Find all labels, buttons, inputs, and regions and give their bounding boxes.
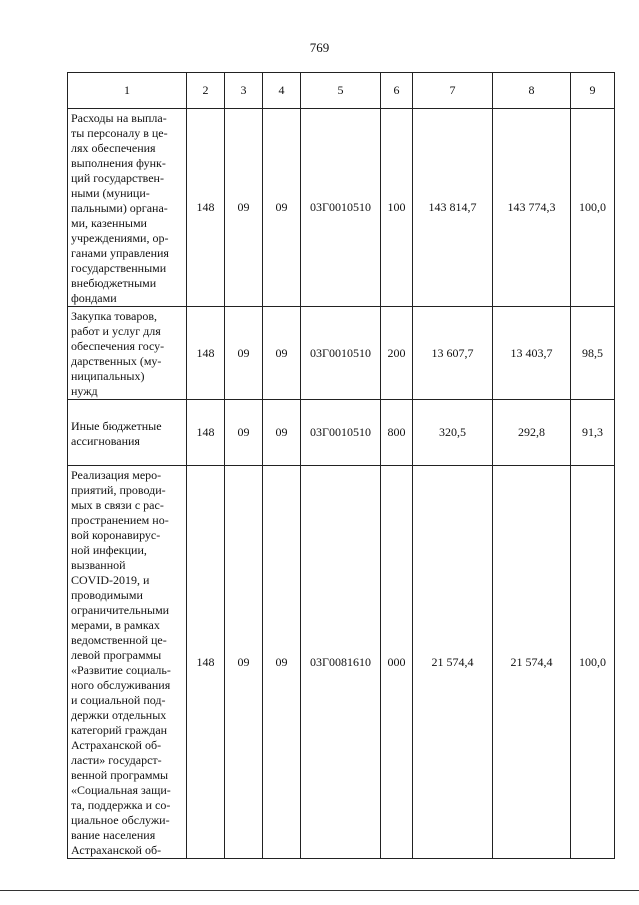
name-line: учреждениями, ор-: [71, 231, 169, 245]
column-header: 9: [571, 73, 615, 109]
name-line: Расходы на выпла-: [71, 111, 167, 125]
column-header: 5: [301, 73, 381, 109]
table-cell: 148: [187, 307, 225, 400]
table-cell: 000: [381, 466, 413, 859]
name-line: вызванной: [71, 558, 126, 572]
name-line: категорий граждан: [71, 723, 168, 737]
table-cell: 03Г0010510: [301, 307, 381, 400]
table-cell: 98,5: [571, 307, 615, 400]
name-line: венной программы: [71, 768, 169, 782]
table-cell: 100,0: [571, 466, 615, 859]
name-line: ласти» государст-: [71, 753, 162, 767]
table-row: [68, 466, 615, 859]
table-cell: 03Г0010510: [301, 400, 381, 466]
table-cell: 21 574,4: [493, 466, 571, 859]
name-line: ограничительными: [71, 603, 170, 617]
column-header: 8: [493, 73, 571, 109]
name-line: та, поддержка и со-: [71, 798, 171, 812]
name-line: пальными) органа-: [71, 201, 168, 215]
name-line: дарственных (му-: [71, 354, 162, 368]
table-cell: 09: [225, 400, 263, 466]
table-cell: 03Г0010510: [301, 109, 381, 307]
table-cell: 21 574,4: [413, 466, 493, 859]
column-header: 6: [381, 73, 413, 109]
name-line: ций государствен-: [71, 171, 164, 185]
name-line: нужд: [71, 384, 98, 398]
name-line: ассигнования: [71, 433, 140, 448]
name-line: держки отдельных: [71, 708, 167, 722]
table-cell: 09: [225, 307, 263, 400]
table-cell: 09: [263, 466, 301, 859]
column-header: 4: [263, 73, 301, 109]
table-cell: 320,5: [413, 400, 493, 466]
name-line: Иные бюджетные: [71, 418, 162, 433]
column-header: 1: [68, 73, 187, 109]
row-name-cell: [68, 466, 187, 859]
name-line: Закупка товаров,: [71, 309, 157, 323]
name-line: Астраханской об-: [71, 843, 162, 857]
name-line: «Социальная защи-: [71, 783, 171, 797]
row-name-cell: [68, 307, 187, 400]
row-name-cell: [68, 400, 187, 466]
name-line: приятий, проводи-: [71, 483, 166, 497]
name-line: вой коронавирус-: [71, 528, 161, 542]
name-line: «Развитие социаль-: [71, 663, 171, 677]
table-cell: 03Г0081610: [301, 466, 381, 859]
name-line: и социальной под-: [71, 693, 166, 707]
table-row: [68, 109, 615, 307]
table-cell: 91,3: [571, 400, 615, 466]
name-line: фондами: [71, 291, 117, 305]
name-line: ными (муници-: [71, 186, 150, 200]
row-name-cell: [68, 109, 187, 307]
table-cell: 800: [381, 400, 413, 466]
name-line: ного обслуживания: [71, 678, 171, 692]
table-cell: 148: [187, 400, 225, 466]
name-line: государственными: [71, 261, 167, 275]
name-line: левой программы: [71, 648, 162, 662]
name-line: ганами управления: [71, 246, 169, 260]
name-line: мерами, в рамках: [71, 618, 160, 632]
table-cell: 200: [381, 307, 413, 400]
name-line: мых в связи с рас-: [71, 498, 164, 512]
name-line: ведомственной це-: [71, 633, 167, 647]
table-cell: 13 607,7: [413, 307, 493, 400]
table-cell: 13 403,7: [493, 307, 571, 400]
column-header: 2: [187, 73, 225, 109]
table-row: [68, 400, 615, 466]
column-header: 7: [413, 73, 493, 109]
column-header: 3: [225, 73, 263, 109]
name-line: обеспечения госу-: [71, 339, 165, 353]
table-cell: 09: [225, 109, 263, 307]
name-line: ниципальных): [71, 369, 145, 383]
name-line: Реализация меро-: [71, 468, 162, 482]
table-header-row: [68, 73, 615, 109]
table-cell: 100: [381, 109, 413, 307]
name-line: внебюджетными: [71, 276, 157, 290]
name-line: ной инфекции,: [71, 543, 147, 557]
budget-table: [67, 72, 615, 859]
table-cell: 292,8: [493, 400, 571, 466]
name-line: работ и услуг для: [71, 324, 161, 338]
name-line: ты персоналу в це-: [71, 126, 168, 140]
table-cell: 09: [263, 109, 301, 307]
name-line: проводимыми: [71, 588, 143, 602]
table-row: [68, 307, 615, 400]
name-line: ми, казенными: [71, 216, 147, 230]
bottom-divider: [0, 890, 639, 891]
name-line: выполнения функ-: [71, 156, 166, 170]
page-number: 769: [309, 40, 330, 55]
table-cell: 143 774,3: [493, 109, 571, 307]
name-line: лях обеспечения: [71, 141, 156, 155]
table-cell: 100,0: [571, 109, 615, 307]
table-cell: 143 814,7: [413, 109, 493, 307]
table-cell: 148: [187, 466, 225, 859]
table-cell: 09: [225, 466, 263, 859]
name-line: COVID-2019, и: [71, 573, 150, 587]
table-cell: 148: [187, 109, 225, 307]
table-cell: 09: [263, 400, 301, 466]
name-line: циальное обслужи-: [71, 813, 170, 827]
name-line: Астраханской об-: [71, 738, 162, 752]
name-line: пространением но-: [71, 513, 169, 527]
table-cell: 09: [263, 307, 301, 400]
name-line: вание населения: [71, 828, 156, 842]
